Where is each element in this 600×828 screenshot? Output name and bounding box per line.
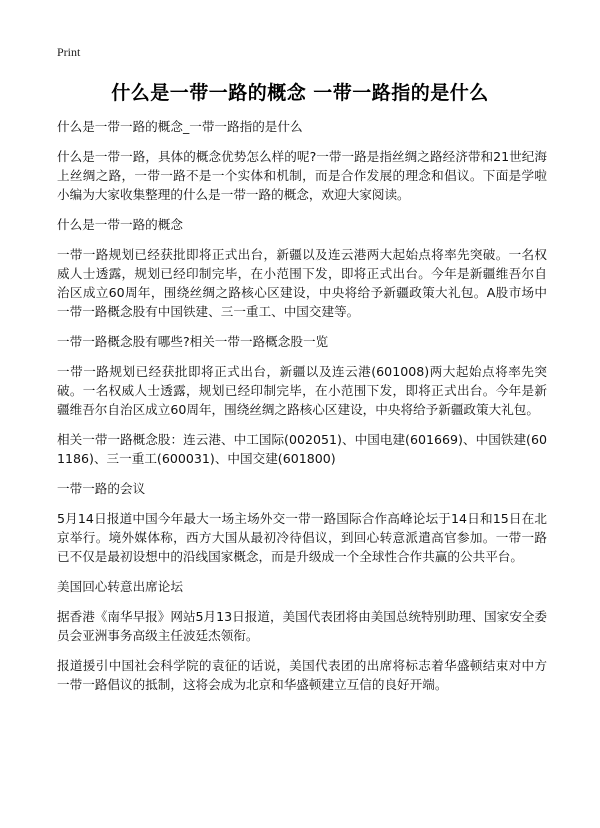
intro-paragraph: 什么是一带一路，具体的概念优势怎么样的呢?一带一路是指丝绸之路经济带和21世纪海上丝绸之路，一带一路不是一个实体和机制，而是合作发展的理念和倡议。下面是学啦小编为大家收集整理的什么是一带一路的概念，欢迎大家阅读。 — [57, 149, 547, 202]
body-paragraph: 相关一带一路概念股：连云港、中工国际(002051)、中国电建(601669)、中国铁建(601186)、三一重工(600031)、中国交建(601800) — [57, 432, 547, 466]
article-body — [57, 117, 547, 705]
body-paragraph: 一带一路规划已经获批即将正式出台，新疆以及连云港(601008)两大起始点将率先突破。一名权威人士透露，规划已经印制完毕，在小范围下发，即将正式出台。今年是新疆维吾尔自治区成立60周年，围绕丝绸之路核心区建设，中央将给予新疆政策大礼包。 — [57, 364, 547, 417]
page-title: 什么是一带一路的概念 一带一路指的是什么 — [111, 82, 489, 104]
body-paragraph: 5月14日报道中国今年最大一场主场外交一带一路国际合作高峰论坛于14日和15日在北京举行。境外媒体称，西方大国从最初冷待倡议，到回心转意派遣高官参加。一带一路已不仅是最初设想中的沿线国家概念，而是升级成一个全球性合作共赢的公共平台。 — [57, 511, 547, 564]
section-heading: 美国回心转意出席论坛 — [57, 579, 183, 594]
print-link[interactable]: Print — [57, 45, 81, 59]
body-paragraph: 一带一路规划已经获批即将正式出台，新疆以及连云港两大起始点将率先突破。一名权威人士透露，规划已经印制完毕，在小范围下发，即将正式出台。今年是新疆维吾尔自治区成立60周年，围绕丝绸之路核心区建设，中央将给予新疆政策大礼包。A股市场中一带一路概念股有中国铁建、三一重工、中国交建等。 — [57, 247, 547, 319]
section-heading: 一带一路的会议 — [57, 481, 146, 496]
section-heading: 什么是一带一路的概念 — [57, 217, 183, 232]
section-heading: 一带一路概念股有哪些?相关一带一路概念股一览 — [57, 334, 329, 349]
body-paragraph: 据香港《南华早报》网站5月13日报道，美国代表团将由美国总统特别助理、国家安全委员会亚洲事务高级主任波廷杰领衔。 — [57, 609, 548, 643]
article-subtitle: 什么是一带一路的概念_一带一路指的是什么 — [57, 119, 303, 134]
body-paragraph: 报道援引中国社会科学院的袁征的话说，美国代表团的出席将标志着华盛顿结束对中方一带一路倡议的抵制，这将会成为北京和华盛顿建立互信的良好开端。 — [57, 658, 547, 692]
